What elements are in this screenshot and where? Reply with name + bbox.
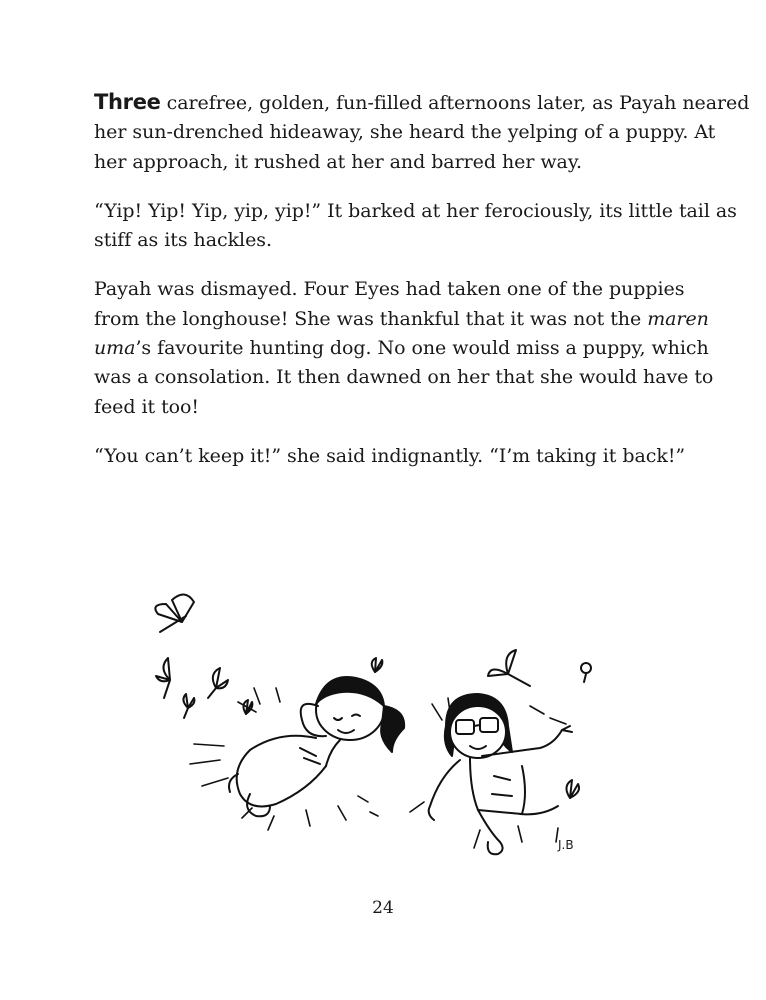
- butterfly-icon: [156, 658, 170, 698]
- paragraph-3-line-4: was a consolation. It then dawned on her that she would have to: [94, 366, 714, 389]
- paragraph-3-line-5: feed it too!: [94, 395, 200, 418]
- story-text: [94, 88, 750, 491]
- opening-word: Three: [94, 90, 161, 114]
- paragraph-1-line-1: Three carefree, golden, fun-filled afternoons later, as Payah neared: [94, 90, 750, 114]
- paragraph-2: [94, 197, 737, 256]
- paragraph-2-line-1: “Yip! Yip! Yip, yip, yip!” It barked at her ferociously, its little tail as: [94, 199, 737, 222]
- paragraph-3-line-2: from the longhouse! She was thankful that it was not the maren: [94, 307, 709, 330]
- paragraph-1-line-2: her sun-drenched hideaway, she heard the yelping of a puppy. At: [94, 121, 716, 144]
- girl-with-ponytail: [229, 677, 404, 816]
- butterfly-icon: [581, 663, 591, 682]
- butterfly-icon: [183, 694, 194, 718]
- butterfly-icon: [372, 658, 383, 672]
- paragraph-3: [94, 275, 714, 421]
- page-number: 24: [372, 898, 394, 918]
- paragraph-1-line-3: her approach, it rushed at her and barred her way.: [94, 150, 582, 173]
- butterfly-icon: [155, 594, 194, 632]
- children-illustration: [130, 580, 610, 870]
- artist-signature: J.B: [558, 838, 574, 852]
- paragraph-3-line-1: Payah was dismayed. Four Eyes had taken one of the puppies: [94, 278, 685, 301]
- butterfly-icon: [488, 650, 530, 686]
- paragraph-3-line-3: uma’s favourite hunting dog. No one would miss a puppy, which: [94, 337, 709, 360]
- paragraph-1: [94, 88, 750, 177]
- paragraph-2-line-2: stiff as its hackles.: [94, 229, 272, 252]
- butterfly-icon: [208, 668, 228, 698]
- paragraph-4-line-1: “You can’t keep it!” she said indignantly. “I’m taking it back!”: [94, 444, 686, 467]
- paragraph-4: [94, 442, 684, 471]
- butterfly-icon: [566, 780, 579, 798]
